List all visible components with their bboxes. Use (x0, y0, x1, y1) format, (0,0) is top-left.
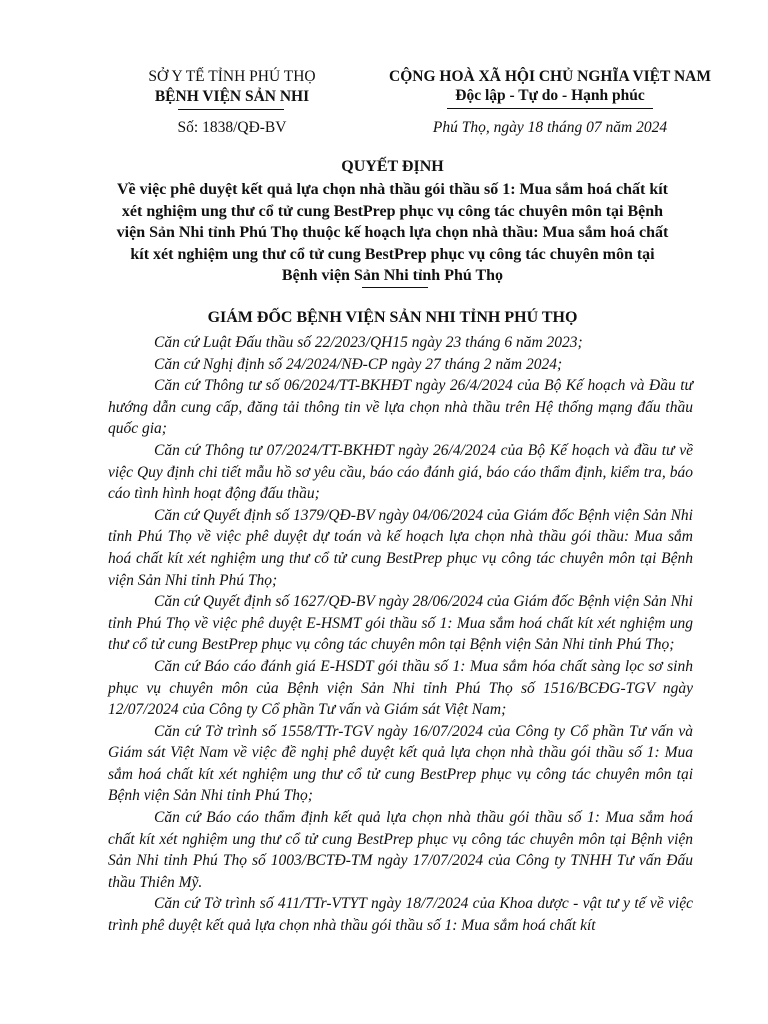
subject-line: Về việc phê duyệt kết quả lựa chọn nhà thầu gói thầu số 1: Mua sắm hoá chất kít (117, 181, 668, 198)
left-header-underline (178, 109, 284, 110)
recital-item: Căn cứ Báo cáo đánh giá E-HSDT gói thầu số 1: Mua sắm hóa chất sàng lọc sơ sinh phục vụ chuyên môn của Bệnh viện Sản Nhi tỉnh Phú Thọ số 1516/BCĐG-TGV ngày 12/07/2024 của Công ty Cổ phần Tư vấn và Giám sát Việt Nam; (108, 657, 693, 719)
recital-item: Căn cứ Luật Đấu thầu số 22/2023/QH15 ngày 23 tháng 6 năm 2023; (154, 334, 583, 351)
recital-item: Căn cứ Quyết định số 1627/QĐ-BV ngày 28/06/2024 của Giám đốc Bệnh viện Sản Nhi tỉnh Phú Thọ về việc phê duyệt E-HSMT gói thầu số 1: Mua sắm hoá chất kít xét nghiệm ung thư cổ tử cung BestPrep phục vụ công tác chuyên môn tại Bệnh viện Sản Nhi tỉnh Phú Thọ; (108, 593, 693, 654)
recital-item: Căn cứ Tờ trình số 1558/TTr-TGV ngày 16/07/2024 của Công ty Cổ phần Tư vấn và Giám sát Việt Nam về việc đề nghị phê duyệt kết quả lựa chọn nhà thầu gói thầu số 1: Mua sắm hoá chất kít xét nghiệm ung thư cổ tử cung BestPrep phục vụ công tác chuyên môn tại Bệnh viện Sản Nhi tỉnh Phú Thọ; (108, 722, 693, 805)
issuing-department: SỞ Y TẾ TỈNH PHÚ THỌ (148, 68, 316, 85)
national-title: CỘNG HOÀ XÃ HỘI CHỦ NGHĨA VIỆT NAM (389, 68, 711, 85)
recitals (108, 332, 693, 937)
recital-item: Căn cứ Quyết định số 1379/QĐ-BV ngày 04/06/2024 của Giám đốc Bệnh viện Sản Nhi tỉnh Phú Thọ về việc phê duyệt dự toán và kế hoạch lựa chọn nhà thầu gói thầu: Mua sắm hoá chất kít xét nghiệm ung thư cổ tử cung BestPrep phục vụ công tác chuyên môn tại Bệnh viện Sản Nhi tỉnh Phú Thọ; (108, 506, 693, 589)
document-type-heading: QUYẾT ĐỊNH (341, 158, 444, 175)
national-motto: Độc lập - Tự do - Hạnh phúc (455, 87, 645, 104)
issuing-hospital: BỆNH VIỆN SẢN NHI (154, 88, 310, 105)
subject-line: xét nghiệm ung thư cổ tử cung BestPrep phục vụ công tác chuyên môn tại Bệnh (121, 202, 664, 220)
subject-line: kít xét nghiệm ung thư cổ tử cung BestPrep phục vụ công tác chuyên môn tại (130, 245, 655, 263)
decision-subject (90, 179, 695, 287)
title-underline (362, 287, 428, 288)
recital-item: Căn cứ Báo cáo thẩm định kết quả lựa chọn nhà thầu gói thầu số 1: Mua sắm hoá chất kít xét nghiệm ung thư cổ tử cung BestPrep phục vụ công tác chuyên môn tại Bệnh viện Sản Nhi tỉnh Phú Thọ số 1003/BCTĐ-TM ngày 17/07/2024 của Công ty TNHH Tư vấn Đấu thầu Thiên Mỹ. (108, 809, 693, 891)
document-number: Số: 1838/QĐ-BV (177, 119, 287, 136)
place-and-date: Phú Thọ, ngày 18 tháng 07 năm 2024 (432, 119, 668, 136)
motto-underline (447, 108, 653, 109)
authority-heading: GIÁM ĐỐC BỆNH VIỆN SẢN NHI TỈNH PHÚ THỌ (207, 309, 578, 326)
recital-item: Căn cứ Thông tư 07/2024/TT-BKHĐT ngày 26/4/2024 của Bộ Kế hoạch và đầu tư về việc Quy định chi tiết mẫu hồ sơ yêu cầu, báo cáo đánh giá, báo cáo thẩm định, kiểm tra, báo cáo tình hình hoạt động đấu thầu; (108, 441, 693, 503)
subject-line: viện Sản Nhi tỉnh Phú Thọ thuộc kế hoạch lựa chọn nhà thầu: Mua sắm hoá chất (116, 224, 669, 241)
recital-item: Căn cứ Thông tư số 06/2024/TT-BKHĐT ngày 26/4/2024 của Bộ Kế hoạch và Đầu tư hướng dẫn cung cấp, đăng tải thông tin về lựa chọn nhà thầu trên Hệ thống mạng đấu thầu quốc gia; (108, 377, 693, 438)
recital-item: Căn cứ Nghị định số 24/2024/NĐ-CP ngày 27 tháng 2 năm 2024; (154, 355, 563, 373)
recital-item: Căn cứ Tờ trình số 411/TTr-VTYT ngày 18/7/2024 của Khoa dược - vật tư y tế về việc trình phê duyệt kết quả lựa chọn nhà thầu gói thầu số 1: Mua sắm hoá chất kít (108, 895, 693, 935)
subject-line: Bệnh viện Sản Nhi tỉnh Phú Thọ (281, 267, 504, 284)
